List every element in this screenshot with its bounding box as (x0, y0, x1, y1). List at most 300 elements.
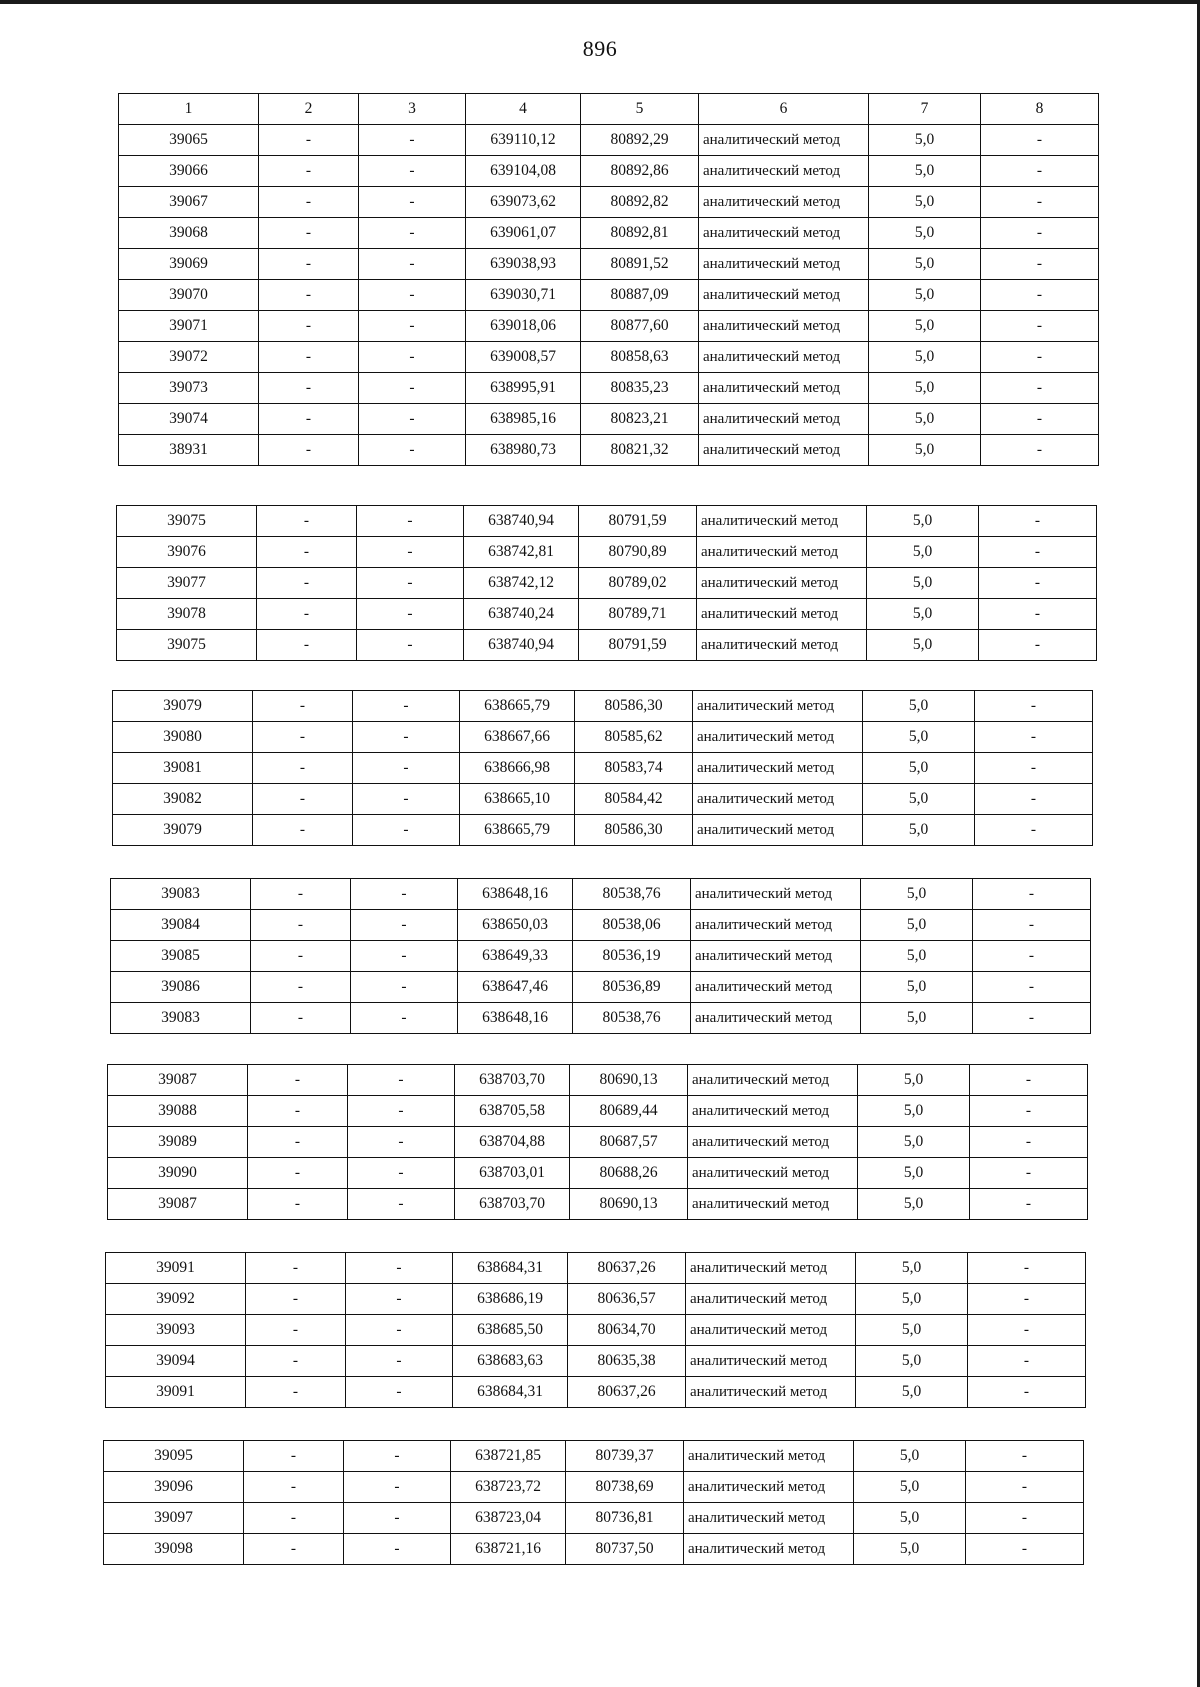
cell-x-coordinate: 639104,08 (466, 156, 581, 187)
cell-method: аналитический метод (686, 1346, 856, 1377)
cell-method: аналитический метод (688, 1096, 858, 1127)
cell-x-coordinate: 638649,33 (458, 941, 573, 972)
cell-method: аналитический метод (699, 435, 869, 466)
cell-method: аналитический метод (688, 1158, 858, 1189)
cell-y-coordinate: 80892,82 (581, 187, 699, 218)
table-row (104, 1503, 1084, 1534)
cell-method: аналитический метод (691, 941, 861, 972)
cell-col2: - (257, 506, 357, 537)
cell-x-coordinate: 639030,71 (466, 280, 581, 311)
cell-x-coordinate: 638980,73 (466, 435, 581, 466)
cell-accuracy: 5,0 (867, 537, 979, 568)
cell-number: 38931 (119, 435, 259, 466)
cell-col2: - (253, 753, 353, 784)
cell-number: 39087 (108, 1189, 248, 1220)
cell-method: аналитический метод (693, 691, 863, 722)
cell-accuracy: 5,0 (856, 1284, 968, 1315)
cell-number: 39097 (104, 1503, 244, 1534)
cell-col8: - (981, 156, 1099, 187)
cell-y-coordinate: 80538,76 (573, 879, 691, 910)
cell-accuracy: 5,0 (858, 1158, 970, 1189)
cell-col8: - (975, 691, 1093, 722)
cell-col3: - (344, 1534, 451, 1565)
cell-x-coordinate: 638723,04 (451, 1503, 566, 1534)
cell-number: 39082 (113, 784, 253, 815)
cell-method: аналитический метод (699, 280, 869, 311)
cell-method: аналитический метод (688, 1189, 858, 1220)
cell-accuracy: 5,0 (869, 249, 981, 280)
cell-col2: - (257, 537, 357, 568)
cell-method: аналитический метод (697, 568, 867, 599)
cell-x-coordinate: 639018,06 (466, 311, 581, 342)
cell-method: аналитический метод (686, 1315, 856, 1346)
cell-x-coordinate: 638648,16 (458, 1003, 573, 1034)
cell-col2: - (259, 280, 359, 311)
cell-col8: - (973, 1003, 1091, 1034)
cell-x-coordinate: 638742,12 (464, 568, 579, 599)
cell-col8: - (975, 815, 1093, 846)
table-row (111, 972, 1091, 1003)
cell-number: 39090 (108, 1158, 248, 1189)
cell-accuracy: 5,0 (867, 599, 979, 630)
cell-y-coordinate: 80887,09 (581, 280, 699, 311)
cell-number: 39094 (106, 1346, 246, 1377)
cell-col2: - (253, 815, 353, 846)
cell-method: аналитический метод (699, 404, 869, 435)
cell-y-coordinate: 80790,89 (579, 537, 697, 568)
cell-accuracy: 5,0 (867, 506, 979, 537)
cell-col3: - (357, 599, 464, 630)
cell-y-coordinate: 80791,59 (579, 506, 697, 537)
cell-accuracy: 5,0 (863, 691, 975, 722)
table-row (113, 691, 1093, 722)
cell-x-coordinate: 638667,66 (460, 722, 575, 753)
cell-col8: - (968, 1377, 1086, 1408)
cell-number: 39088 (108, 1096, 248, 1127)
cell-col2: - (246, 1253, 346, 1284)
cell-accuracy: 5,0 (861, 910, 973, 941)
cell-col2: - (244, 1503, 344, 1534)
cell-accuracy: 5,0 (858, 1096, 970, 1127)
cell-number: 39089 (108, 1127, 248, 1158)
table-row (108, 1065, 1088, 1096)
cell-x-coordinate: 638665,79 (460, 815, 575, 846)
cell-number: 39086 (111, 972, 251, 1003)
cell-col2: - (248, 1096, 348, 1127)
coordinate-table-block (116, 505, 1097, 661)
cell-col3: - (359, 404, 466, 435)
cell-y-coordinate: 80892,86 (581, 156, 699, 187)
table-row (119, 249, 1099, 280)
cell-x-coordinate: 638703,70 (455, 1065, 570, 1096)
cell-x-coordinate: 638740,94 (464, 630, 579, 661)
table-row (119, 311, 1099, 342)
cell-method: аналитический метод (693, 815, 863, 846)
cell-col3: - (359, 435, 466, 466)
cell-x-coordinate: 638647,46 (458, 972, 573, 1003)
table-row (119, 280, 1099, 311)
cell-col2: - (244, 1441, 344, 1472)
cell-number: 39092 (106, 1284, 246, 1315)
cell-accuracy: 5,0 (861, 1003, 973, 1034)
cell-method: аналитический метод (699, 125, 869, 156)
cell-col3: - (357, 537, 464, 568)
cell-col3: - (359, 156, 466, 187)
cell-col2: - (246, 1346, 346, 1377)
cell-col8: - (966, 1441, 1084, 1472)
table-row (117, 506, 1097, 537)
cell-col2: - (259, 249, 359, 280)
cell-x-coordinate: 639073,62 (466, 187, 581, 218)
cell-accuracy: 5,0 (854, 1441, 966, 1472)
cell-accuracy: 5,0 (861, 941, 973, 972)
cell-number: 39073 (119, 373, 259, 404)
cell-y-coordinate: 80689,44 (570, 1096, 688, 1127)
table-header-row (119, 94, 1099, 125)
cell-y-coordinate: 80586,30 (575, 815, 693, 846)
cell-y-coordinate: 80536,19 (573, 941, 691, 972)
cell-x-coordinate: 638740,94 (464, 506, 579, 537)
cell-col2: - (259, 342, 359, 373)
cell-number: 39096 (104, 1472, 244, 1503)
column-header: 5 (581, 94, 699, 125)
column-header: 3 (359, 94, 466, 125)
cell-x-coordinate: 638721,16 (451, 1534, 566, 1565)
cell-number: 39087 (108, 1065, 248, 1096)
cell-col3: - (348, 1127, 455, 1158)
cell-col2: - (259, 404, 359, 435)
cell-accuracy: 5,0 (861, 972, 973, 1003)
table-row (113, 753, 1093, 784)
table-row (111, 1003, 1091, 1034)
cell-accuracy: 5,0 (854, 1472, 966, 1503)
cell-accuracy: 5,0 (869, 311, 981, 342)
table-row (111, 879, 1091, 910)
cell-y-coordinate: 80789,71 (579, 599, 697, 630)
cell-number: 39070 (119, 280, 259, 311)
table-row (108, 1158, 1088, 1189)
cell-method: аналитический метод (699, 218, 869, 249)
cell-x-coordinate: 638723,72 (451, 1472, 566, 1503)
cell-col3: - (353, 753, 460, 784)
cell-col3: - (353, 784, 460, 815)
cell-col8: - (981, 373, 1099, 404)
cell-col2: - (259, 156, 359, 187)
table-row (113, 815, 1093, 846)
cell-accuracy: 5,0 (869, 156, 981, 187)
cell-y-coordinate: 80891,52 (581, 249, 699, 280)
cell-col2: - (248, 1189, 348, 1220)
cell-method: аналитический метод (691, 1003, 861, 1034)
cell-y-coordinate: 80739,37 (566, 1441, 684, 1472)
cell-accuracy: 5,0 (854, 1534, 966, 1565)
cell-col8: - (975, 722, 1093, 753)
cell-col8: - (981, 435, 1099, 466)
coordinate-table-block (112, 690, 1093, 846)
cell-method: аналитический метод (699, 311, 869, 342)
cell-accuracy: 5,0 (863, 753, 975, 784)
cell-col3: - (351, 1003, 458, 1034)
table-row (106, 1315, 1086, 1346)
cell-col8: - (968, 1315, 1086, 1346)
cell-col3: - (357, 630, 464, 661)
cell-method: аналитический метод (699, 249, 869, 280)
cell-col3: - (348, 1065, 455, 1096)
cell-col2: - (259, 373, 359, 404)
cell-col3: - (346, 1377, 453, 1408)
cell-col2: - (248, 1127, 348, 1158)
cell-col8: - (970, 1096, 1088, 1127)
table-row (119, 342, 1099, 373)
cell-col3: - (359, 249, 466, 280)
cell-y-coordinate: 80637,26 (568, 1253, 686, 1284)
cell-method: аналитический метод (697, 506, 867, 537)
cell-col3: - (344, 1441, 451, 1472)
cell-x-coordinate: 638985,16 (466, 404, 581, 435)
cell-y-coordinate: 80835,23 (581, 373, 699, 404)
coordinate-table-block (103, 1440, 1084, 1565)
cell-col8: - (979, 599, 1097, 630)
cell-number: 39076 (117, 537, 257, 568)
table-row (108, 1189, 1088, 1220)
table-row (111, 941, 1091, 972)
cell-col2: - (257, 568, 357, 599)
cell-accuracy: 5,0 (854, 1503, 966, 1534)
cell-number: 39084 (111, 910, 251, 941)
cell-y-coordinate: 80584,42 (575, 784, 693, 815)
cell-accuracy: 5,0 (869, 373, 981, 404)
column-header: 8 (981, 94, 1099, 125)
cell-method: аналитический метод (691, 910, 861, 941)
cell-y-coordinate: 80791,59 (579, 630, 697, 661)
column-header: 4 (466, 94, 581, 125)
cell-number: 39098 (104, 1534, 244, 1565)
cell-method: аналитический метод (684, 1503, 854, 1534)
table-row (119, 156, 1099, 187)
cell-number: 39072 (119, 342, 259, 373)
cell-col3: - (344, 1472, 451, 1503)
cell-col3: - (348, 1189, 455, 1220)
cell-method: аналитический метод (686, 1284, 856, 1315)
cell-x-coordinate: 638665,10 (460, 784, 575, 815)
cell-col8: - (970, 1158, 1088, 1189)
cell-x-coordinate: 638684,31 (453, 1377, 568, 1408)
cell-x-coordinate: 638650,03 (458, 910, 573, 941)
table-row (113, 784, 1093, 815)
cell-col2: - (251, 879, 351, 910)
cell-col2: - (251, 1003, 351, 1034)
cell-method: аналитический метод (697, 599, 867, 630)
cell-col3: - (351, 972, 458, 1003)
coordinate-table-block (118, 93, 1099, 466)
cell-accuracy: 5,0 (861, 879, 973, 910)
cell-col2: - (251, 941, 351, 972)
cell-method: аналитический метод (699, 156, 869, 187)
cell-col2: - (259, 311, 359, 342)
cell-number: 39091 (106, 1253, 246, 1284)
table-row (111, 910, 1091, 941)
cell-accuracy: 5,0 (863, 815, 975, 846)
cell-col3: - (357, 506, 464, 537)
cell-col2: - (259, 125, 359, 156)
table-row (117, 599, 1097, 630)
cell-y-coordinate: 80738,69 (566, 1472, 684, 1503)
column-header: 7 (869, 94, 981, 125)
cell-x-coordinate: 639061,07 (466, 218, 581, 249)
cell-col8: - (979, 537, 1097, 568)
cell-col3: - (359, 280, 466, 311)
cell-y-coordinate: 80821,32 (581, 435, 699, 466)
cell-col8: - (981, 280, 1099, 311)
cell-method: аналитический метод (693, 753, 863, 784)
cell-col3: - (359, 125, 466, 156)
table-row (119, 373, 1099, 404)
cell-col2: - (253, 691, 353, 722)
cell-method: аналитический метод (693, 784, 863, 815)
cell-col3: - (359, 218, 466, 249)
cell-col2: - (259, 435, 359, 466)
cell-number: 39074 (119, 404, 259, 435)
cell-y-coordinate: 80823,21 (581, 404, 699, 435)
cell-col3: - (353, 815, 460, 846)
cell-accuracy: 5,0 (869, 342, 981, 373)
cell-col8: - (966, 1472, 1084, 1503)
cell-col3: - (344, 1503, 451, 1534)
cell-col2: - (259, 187, 359, 218)
cell-col8: - (970, 1127, 1088, 1158)
cell-number: 39079 (113, 691, 253, 722)
cell-col2: - (251, 910, 351, 941)
cell-x-coordinate: 638666,98 (460, 753, 575, 784)
cell-method: аналитический метод (684, 1472, 854, 1503)
cell-col2: - (259, 218, 359, 249)
cell-y-coordinate: 80636,57 (568, 1284, 686, 1315)
cell-accuracy: 5,0 (869, 404, 981, 435)
cell-col2: - (253, 784, 353, 815)
cell-col3: - (351, 910, 458, 941)
cell-y-coordinate: 80892,81 (581, 218, 699, 249)
cell-y-coordinate: 80538,06 (573, 910, 691, 941)
cell-y-coordinate: 80789,02 (579, 568, 697, 599)
cell-accuracy: 5,0 (869, 435, 981, 466)
cell-y-coordinate: 80737,50 (566, 1534, 684, 1565)
cell-col8: - (981, 187, 1099, 218)
cell-col8: - (968, 1253, 1086, 1284)
cell-method: аналитический метод (691, 972, 861, 1003)
table-row (108, 1127, 1088, 1158)
cell-method: аналитический метод (684, 1441, 854, 1472)
cell-accuracy: 5,0 (856, 1346, 968, 1377)
cell-number: 39078 (117, 599, 257, 630)
cell-number: 39075 (117, 630, 257, 661)
cell-y-coordinate: 80585,62 (575, 722, 693, 753)
cell-col8: - (973, 910, 1091, 941)
cell-col3: - (346, 1253, 453, 1284)
cell-number: 39080 (113, 722, 253, 753)
cell-y-coordinate: 80586,30 (575, 691, 693, 722)
cell-number: 39077 (117, 568, 257, 599)
cell-col8: - (973, 879, 1091, 910)
cell-col3: - (359, 187, 466, 218)
cell-x-coordinate: 639038,93 (466, 249, 581, 280)
cell-accuracy: 5,0 (856, 1377, 968, 1408)
cell-x-coordinate: 638703,70 (455, 1189, 570, 1220)
cell-number: 39071 (119, 311, 259, 342)
cell-x-coordinate: 638721,85 (451, 1441, 566, 1472)
cell-number: 39091 (106, 1377, 246, 1408)
cell-col8: - (981, 125, 1099, 156)
table-row (106, 1284, 1086, 1315)
cell-col2: - (257, 630, 357, 661)
cell-col2: - (248, 1065, 348, 1096)
cell-col2: - (253, 722, 353, 753)
cell-method: аналитический метод (699, 373, 869, 404)
cell-col8: - (981, 311, 1099, 342)
cell-y-coordinate: 80637,26 (568, 1377, 686, 1408)
cell-col2: - (246, 1284, 346, 1315)
cell-col3: - (348, 1096, 455, 1127)
cell-col3: - (346, 1284, 453, 1315)
cell-accuracy: 5,0 (867, 630, 979, 661)
cell-col8: - (981, 218, 1099, 249)
cell-method: аналитический метод (691, 879, 861, 910)
cell-y-coordinate: 80858,63 (581, 342, 699, 373)
cell-y-coordinate: 80583,74 (575, 753, 693, 784)
cell-accuracy: 5,0 (858, 1065, 970, 1096)
table-row (119, 404, 1099, 435)
table-row (119, 435, 1099, 466)
cell-accuracy: 5,0 (863, 784, 975, 815)
cell-x-coordinate: 638703,01 (455, 1158, 570, 1189)
cell-accuracy: 5,0 (869, 280, 981, 311)
cell-y-coordinate: 80635,38 (568, 1346, 686, 1377)
cell-y-coordinate: 80736,81 (566, 1503, 684, 1534)
column-header: 6 (699, 94, 869, 125)
table-row (117, 568, 1097, 599)
cell-method: аналитический метод (693, 722, 863, 753)
cell-col2: - (244, 1472, 344, 1503)
cell-x-coordinate: 638665,79 (460, 691, 575, 722)
cell-col8: - (966, 1503, 1084, 1534)
cell-method: аналитический метод (686, 1253, 856, 1284)
cell-accuracy: 5,0 (863, 722, 975, 753)
cell-col3: - (353, 722, 460, 753)
cell-x-coordinate: 638648,16 (458, 879, 573, 910)
cell-method: аналитический метод (688, 1065, 858, 1096)
table-row (106, 1346, 1086, 1377)
cell-x-coordinate: 638686,19 (453, 1284, 568, 1315)
table-row (106, 1377, 1086, 1408)
cell-method: аналитический метод (688, 1127, 858, 1158)
table-row (104, 1472, 1084, 1503)
cell-x-coordinate: 638683,63 (453, 1346, 568, 1377)
cell-number: 39083 (111, 879, 251, 910)
cell-y-coordinate: 80690,13 (570, 1189, 688, 1220)
cell-x-coordinate: 638705,58 (455, 1096, 570, 1127)
cell-method: аналитический метод (684, 1534, 854, 1565)
cell-number: 39079 (113, 815, 253, 846)
cell-x-coordinate: 638742,81 (464, 537, 579, 568)
cell-col3: - (348, 1158, 455, 1189)
cell-x-coordinate: 638684,31 (453, 1253, 568, 1284)
cell-col3: - (351, 941, 458, 972)
cell-y-coordinate: 80690,13 (570, 1065, 688, 1096)
cell-col8: - (975, 784, 1093, 815)
cell-accuracy: 5,0 (867, 568, 979, 599)
table-row (117, 630, 1097, 661)
scan-edge-top (0, 0, 1200, 4)
cell-y-coordinate: 80688,26 (570, 1158, 688, 1189)
